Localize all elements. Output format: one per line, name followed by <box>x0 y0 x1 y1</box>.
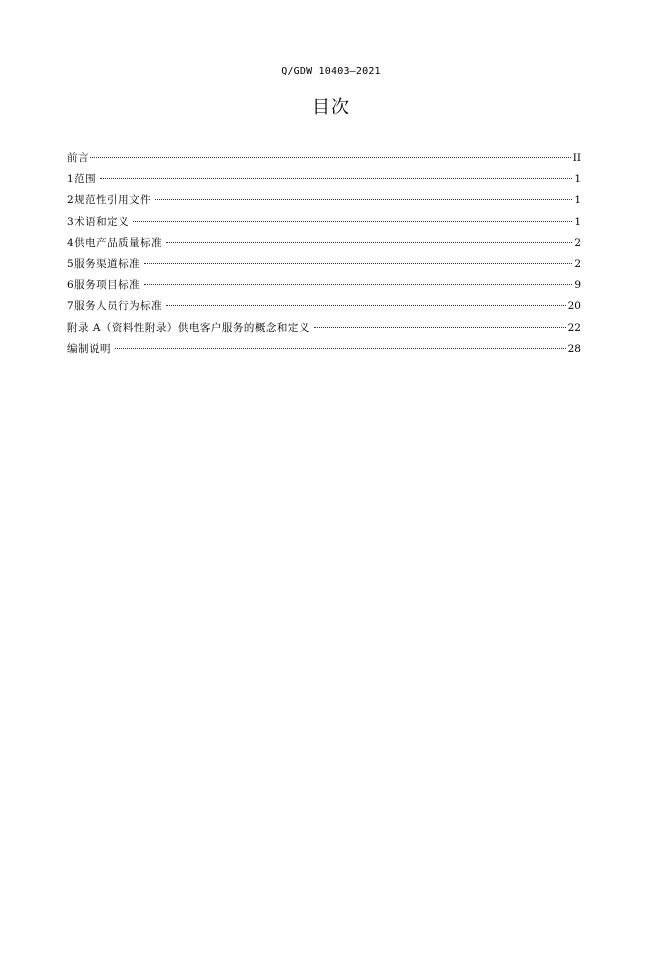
toc-entry-page: 22 <box>567 321 581 334</box>
toc-entry-label: 前言 <box>67 152 89 164</box>
toc-entry-compilation-notes[interactable] <box>67 341 581 362</box>
dot-leader <box>133 221 572 222</box>
toc-entry-page: 9 <box>574 279 581 292</box>
toc-entry-page: 1 <box>574 194 581 207</box>
dot-leader <box>314 327 566 328</box>
toc-entry-label: 7服务人员行为标准 <box>67 300 163 313</box>
toc-entry-staff-conduct[interactable] <box>67 298 581 319</box>
dot-leader <box>166 242 572 243</box>
toc-entry-service-channels[interactable] <box>67 256 581 277</box>
dot-leader <box>144 284 572 285</box>
toc-entry-label: 3术语和定义 <box>67 215 130 228</box>
toc-entry-page: 28 <box>567 342 581 355</box>
toc-entry-label: 6服务项目标准 <box>67 279 141 292</box>
toc-entry-appendix-a[interactable] <box>67 320 581 341</box>
toc-entry-label: 2规范性引用文件 <box>67 194 152 207</box>
toc-entry-page: 1 <box>574 173 581 186</box>
document-code: Q/GDW 10403—2021 <box>281 66 381 77</box>
dot-leader <box>115 348 566 349</box>
toc-entry-normative-references[interactable] <box>67 192 581 213</box>
toc-entry-service-items[interactable] <box>67 277 581 298</box>
toc-entry-page: 2 <box>574 257 581 270</box>
dot-leader <box>90 157 571 158</box>
toc-entry-foreword[interactable] <box>67 150 581 171</box>
table-of-contents <box>67 150 581 362</box>
dot-leader <box>166 305 565 306</box>
toc-entry-label: 附录 A（资料性附录）供电客户服务的概念和定义 <box>67 321 310 334</box>
toc-title: 目次 <box>312 97 350 118</box>
dot-leader <box>144 263 572 264</box>
dot-leader <box>155 199 572 200</box>
toc-entry-label: 1范围 <box>67 173 97 186</box>
toc-entry-page: 1 <box>574 215 581 228</box>
toc-entry-terms-definitions[interactable] <box>67 214 581 235</box>
toc-entry-page: 2 <box>574 236 581 249</box>
toc-entry-page: II <box>572 152 581 164</box>
toc-entry-power-quality[interactable] <box>67 235 581 256</box>
toc-entry-page: 20 <box>567 300 581 313</box>
toc-entry-label: 4供电产品质量标准 <box>67 236 163 249</box>
toc-entry-scope[interactable] <box>67 171 581 192</box>
toc-entry-label: 编制说明 <box>67 342 111 355</box>
dot-leader <box>100 178 572 179</box>
toc-entry-label: 5服务渠道标准 <box>67 257 141 270</box>
